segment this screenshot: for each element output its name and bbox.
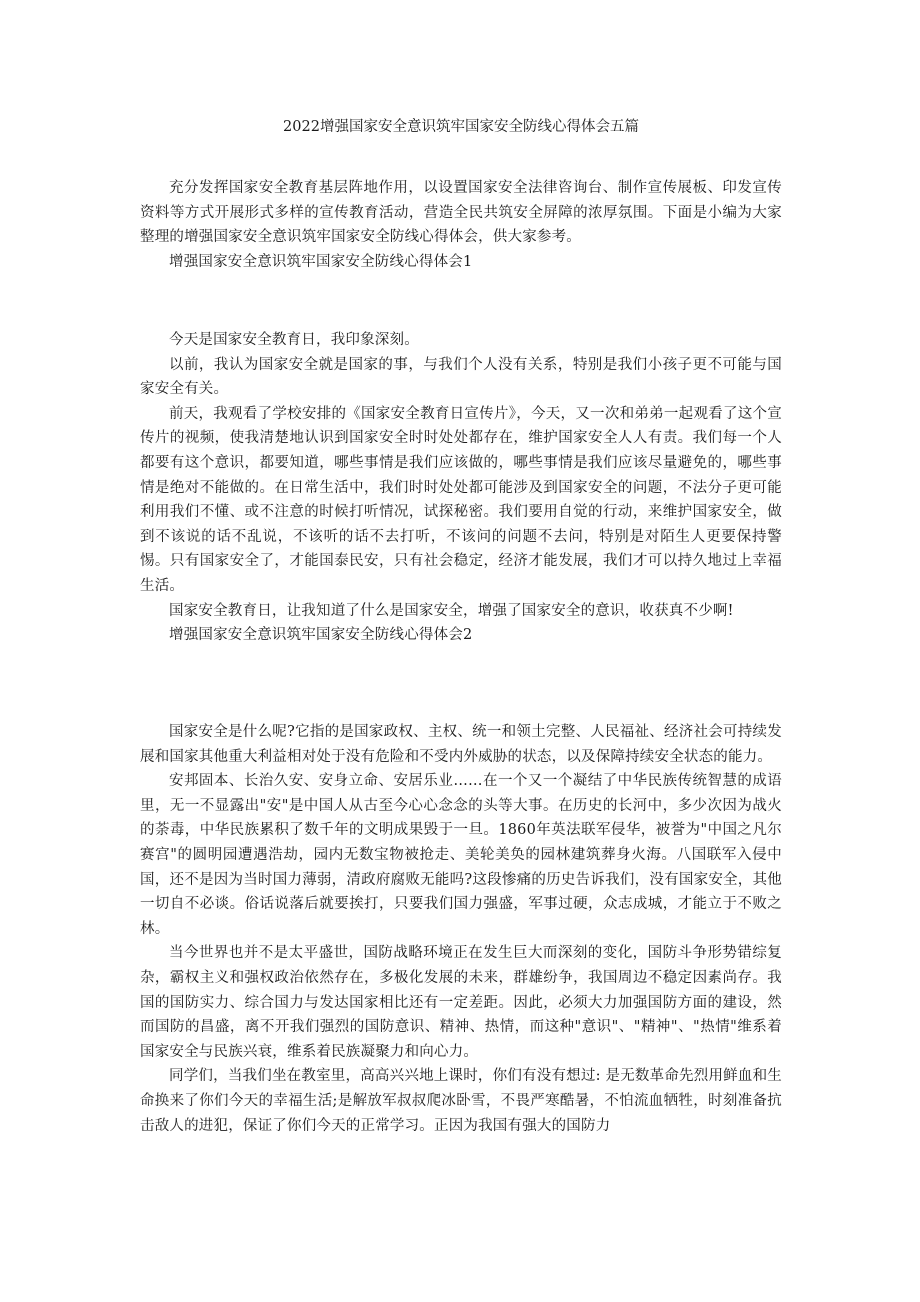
section-1-paragraph: 今天是国家安全教育日，我印象深刻。 — [169, 332, 419, 348]
section-1-paragraph: 国家安全教育日，让我知道了什么是国家安全，增强了国家安全的意识，收获真不少啊! — [169, 602, 734, 619]
section-heading-2: 增强国家安全意识筑牢国家安全防线心得体会2 — [169, 627, 473, 644]
intro-block — [140, 176, 782, 274]
intro-paragraph: 充分发挥国家安全教育基层阵地作用，以设置国家安全法律咨询台、制作宣传展板、印发宣传资料等方式开展形式多样的宣传教育活动，营造全民共筑安全屏障的浓厚氛围。下面是小编为大家整理的增强国家安全意识筑牢国家安全防线心得体会，供大家参考。 — [140, 180, 782, 246]
section-2-paragraph: 安邦固本、长治久安、安身立命、安居乐业……在一个又一个凝结了中华民族传统智慧的成语里，无一不显露出"安"是中国人从古至今心心念念的头等大事。在历史的长河中，多少次因为战火的荼毒，中华民族累积了数千年的文明成果毁于一旦。1860年英法联军侵华，被誉为"中国之凡尔赛宫"的圆明园遭遇浩劫，园内无数宝物被抢走、美轮美奂的园林建筑葬身火海。八国联军入侵中国，还不是因为当时国力薄弱，清政府腐败无能吗?这段惨痛的历史告诉我们，没有国家安全，其他一切自不必谈。俗话说落后就要挨打，只要我们国力强盛，军事过硬，众志成城，才能立于不败之林。 — [140, 773, 782, 937]
section-2-paragraph: 国家安全是什么呢?它指的是国家政权、主权、统一和领土完整、人民福祉、经济社会可持续发展和国家其他重大利益相对处于没有危险和不受内外威胁的状态，以及保障持续安全状态的能力。 — [140, 724, 782, 765]
section-1-paragraph: 前天，我观看了学校安排的《国家安全教育日宣传片》，今天，又一次和弟弟一起观看了这个宣传片的视频，使我清楚地认识到国家安全时时处处都存在，维护国家安全人人有责。我们每一个人都要有这个意识，都要知道，哪些事情是我们应该做的，哪些事情是我们应该尽量避免的，哪些事情是绝对不能做的。在日常生活中，我们时时处处都可能涉及到国家安全的问题，不法分子更可能利用我们不懂、或不注意的时候打听情况，试探秘密。我们要用自觉的行动，来维护国家安全，做到不该说的话不乱说，不该听的话不去打听，不该问的问题不去问，特别是对陌生人更要保持警惕。只有国家安全了，才能国泰民安，只有社会稳定，经济才能发展，我们才可以持久地过上幸福生活。 — [140, 405, 782, 594]
section-2-body — [140, 720, 782, 1138]
section-2-paragraph: 当今世界也并不是太平盛世，国防战略环境正在发生巨大而深刻的变化，国防斗争形势错综复杂，霸权主义和强权政治依然存在，多极化发展的未来，群雄纷争，我国周边不稳定因素尚存。我国的国防实力、综合国力与发达国家相比还有一定差距。因此，必须大力加强国防方面的建设，然而国防的昌盛，离不开我们强烈的国防意识、精神、热情，而这种"意识"、"精神"、"热情"维系着国家安全与民族兴衰，维系着民族凝聚力和向心力。 — [140, 945, 782, 1060]
section-heading-1: 增强国家安全意识筑牢国家安全防线心得体会1 — [169, 253, 473, 270]
document-title: 2022增强国家安全意识筑牢国家安全防线心得体会五篇 — [283, 119, 639, 135]
section-2-paragraph: 同学们，当我们坐在教室里，高高兴兴地上课时，你们有没有想过: 是无数革命先烈用鲜血和生命换来了你们今天的幸福生活;是解放军叔叔爬冰卧雪，不畏严寒酷暑，不怕流血牺牲，时刻准备抗击敌人的进犯，保证了你们今天的正常学习。正因为我国有强大的国防力 — [140, 1068, 782, 1134]
section-1-body — [140, 328, 782, 648]
section-1-paragraph: 以前，我认为国家安全就是国家的事，与我们个人没有关系，特别是我们小孩子更不可能与国家安全有关。 — [140, 356, 782, 398]
